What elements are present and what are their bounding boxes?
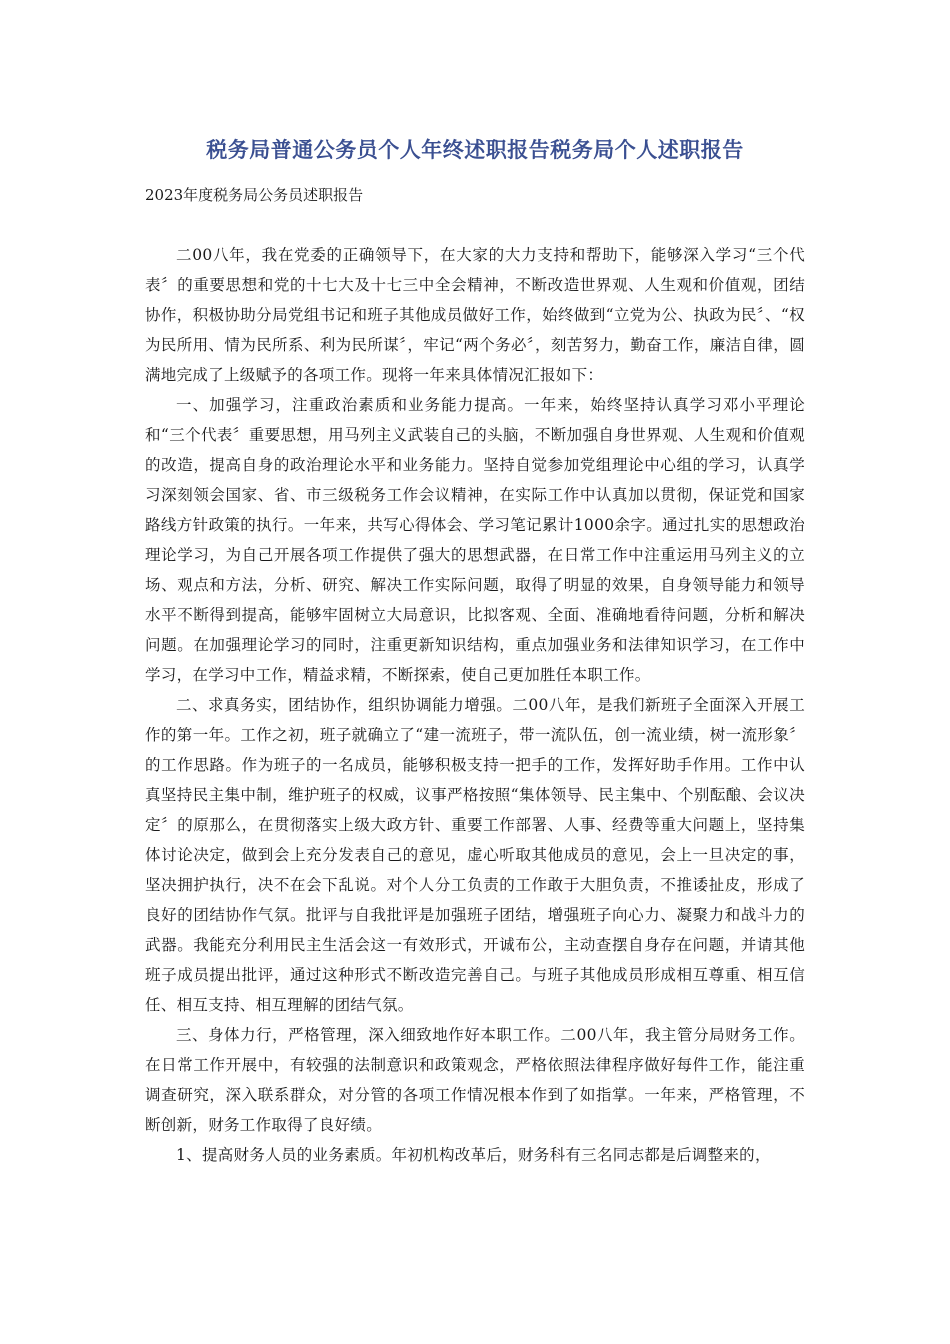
- document-body: [145, 240, 805, 1170]
- document-title: 税务局普通公务员个人年终述职报告税务局个人述职报告: [206, 138, 744, 162]
- document-subtitle: 2023年度税务局公务员述职报告: [145, 186, 364, 204]
- paragraph-section-3: 三、身体力行，严格管理，深入细致地作好本职工作。二00八年，我主管分局财务工作。在日常工作开展中，有较强的法制意识和政策观念，严格依照法律程序做好每件工作，能注重调查研究，深入联系群众，对分管的各项工作情况根本作到了如指掌。一年来，严格管理，不断创新，财务工作取得了良好绩。: [145, 1026, 805, 1134]
- document-page: [145, 128, 805, 1170]
- paragraph-intro: 二00八年，我在党委的正确领导下，在大家的大力支持和帮助下，能够深入学习“三个代表〞的重要思想和党的十七大及十七三中全会精神，不断改造世界观、人生观和价值观，团结协作，积极协助分局党组书记和班子其他成员做好工作，始终做到“立党为公、执政为民〞、“权为民所用、情为民所系、利为民所谋〞，牢记“两个务必〞，刻苦努力，勤奋工作，廉洁自律，圆满地完成了上级赋予的各项工作。现将一年来具体情况汇报如下：: [145, 246, 805, 384]
- paragraph-section-2: 二、求真务实，团结协作，组织协调能力增强。二00八年，是我们新班子全面深入开展工作的第一年。工作之初，班子就确立了“建一流班子，带一流队伍，创一流业绩，树一流形象〞的工作思路。作为班子的一名成员，能够积极支持一把手的工作，发挥好助手作用。工作中认真坚持民主集中制，维护班子的权威，议事严格按照“集体领导、民主集中、个别酝酿、会议决定〞的原那么，在贯彻落实上级大政方针、重要工作部署、人事、经费等重大问题上，坚持集体讨论决定，做到会上充分发表自己的意见，虚心听取其他成员的意见，会上一旦决定的事，坚决拥护执行，决不在会下乱说。对个人分工负责的工作敢于大胆负责，不推诿扯皮，形成了良好的团结协作气氛。批评与自我批评是加强班子团结，增强班子向心力、凝聚力和战斗力的武器。我能充分利用民主生活会这一有效形式，开诚布公，主动查摆自身存在问题，并请其他班子成员提出批评，通过这种形式不断改造完善自己。与班子其他成员形成相互尊重、相互信任、相互支持、相互理解的团结气氛。: [145, 696, 805, 1014]
- paragraph-section-1: 一、加强学习，注重政治素质和业务能力提高。一年来，始终坚持认真学习邓小平理论和“三个代表〞重要思想，用马列主义武装自己的头脑，不断加强自身世界观、人生观和价值观的改造，提高自身的政治理论水平和业务能力。坚持自觉参加党组理论中心组的学习，认真学习深刻领会国家、省、市三级税务工作会议精神，在实际工作中认真加以贯彻，保证党和国家路线方针政策的执行。一年来，共写心得体会、学习笔记累计1000余字。通过扎实的思想政治理论学习，为自己开展各项工作提供了强大的思想武器，在日常工作中注重运用马列主义的立场、观点和方法，分析、研究、解决工作实际问题，取得了明显的效果，自身领导能力和领导水平不断得到提高，能够牢固树立大局意识，比拟客观、全面、准确地看待问题，分析和解决问题。在加强理论学习的同时，注重更新知识结构，重点加强业务和法律知识学习，在工作中学习，在学习中工作，精益求精，不断探索，使自己更加胜任本职工作。: [145, 396, 805, 684]
- paragraph-item-1: 1、提高财务人员的业务素质。年初机构改革后，财务科有三名同志都是后调整来的，: [176, 1146, 771, 1164]
